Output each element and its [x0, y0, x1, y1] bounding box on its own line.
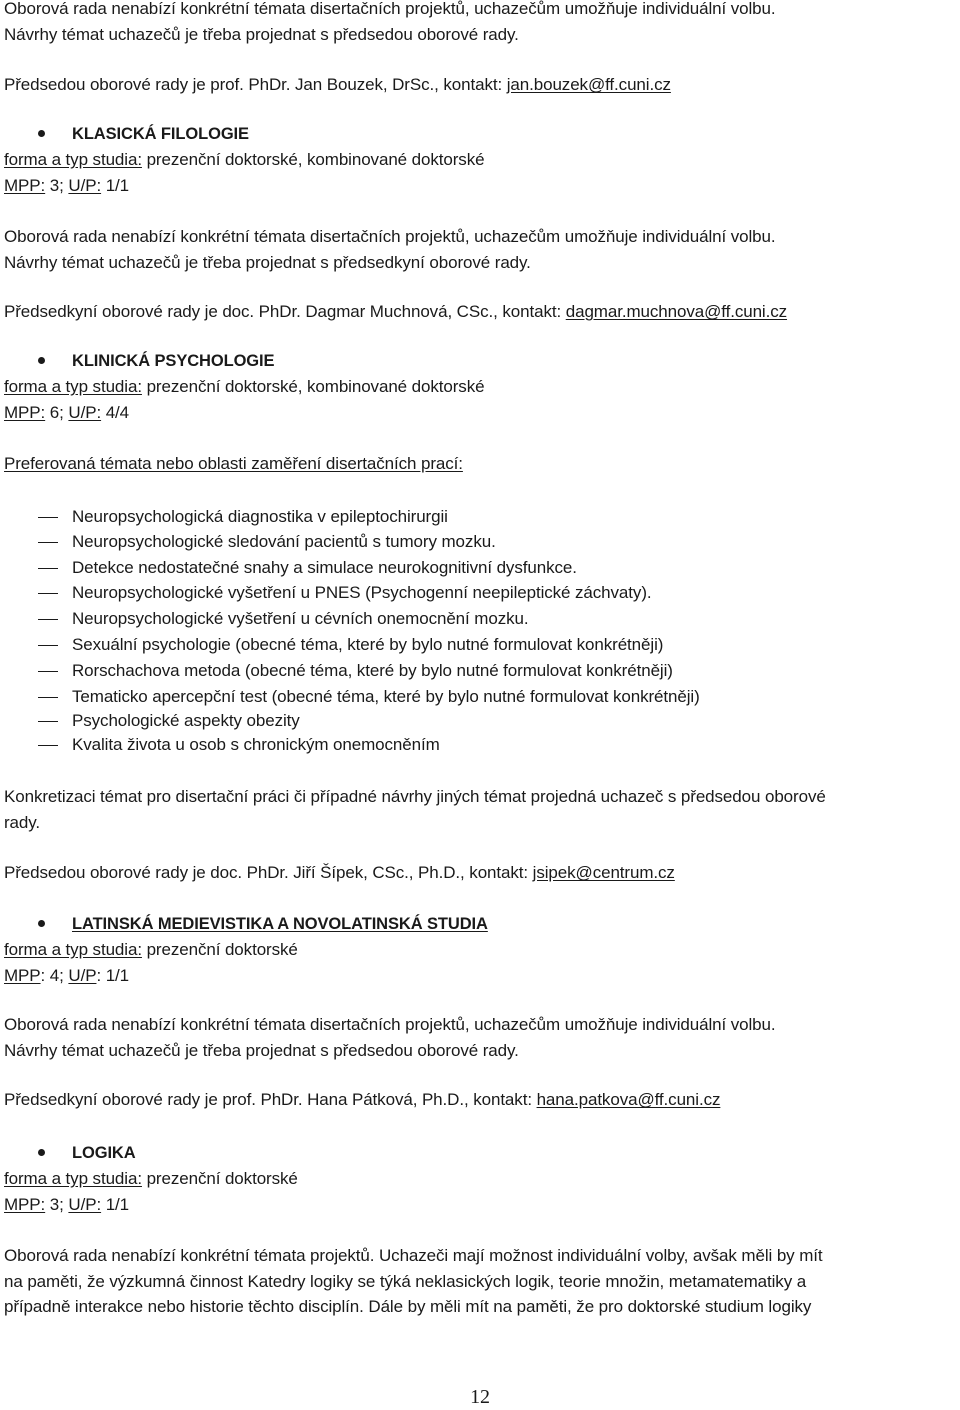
logika-mpp: [4, 1192, 129, 1218]
klasicka-form: [4, 147, 484, 173]
latinska-mpp: [4, 963, 129, 989]
mpp-label: MPP:: [4, 1195, 46, 1214]
form-label: forma a typ studia:: [4, 1169, 142, 1188]
klinicka-title: KLINICKÁ PSYCHOLOGIE: [72, 352, 275, 370]
klinicka-mpp: [4, 400, 129, 426]
logika-form: [4, 1166, 298, 1192]
topic-text: Detekce nedostatečné snahy a simulace neurokognitivní dysfunkce.: [72, 558, 577, 577]
mpp-label: MPP:: [4, 176, 46, 195]
mpp-label: MPP: [4, 966, 41, 985]
klinicka-topics-heading: Preferovaná témata nebo oblasti zaměření disertačních prací:: [4, 454, 463, 473]
latinska-form: [4, 937, 298, 963]
dash-icon: [38, 697, 58, 698]
dash-icon: [38, 593, 58, 594]
up-value: 1/1: [101, 176, 130, 195]
klinicka-form: [4, 374, 484, 400]
mpp-value: 3;: [45, 1195, 69, 1214]
bullet-icon: [38, 1149, 45, 1156]
intro-chair: [4, 72, 671, 98]
form-value: prezenční doktorské, kombinované doktorské: [141, 377, 485, 396]
intro-chair-text: Předsedou oborové rady je prof. PhDr. Jan Bouzek, DrSc., kontakt:: [4, 75, 507, 94]
form-label: forma a typ studia:: [4, 940, 142, 959]
dash-icon: [38, 517, 58, 518]
up-value: 4/4: [101, 403, 130, 422]
topic-text: Kvalita života u osob s chronickým onemocněním: [72, 735, 440, 754]
mpp-value: 6;: [45, 403, 69, 422]
topic-text: Rorschachova metoda (obecné téma, které by bylo nutné formulovat konkrétněji): [72, 661, 673, 680]
topic-text: Tematicko apercepční test (obecné téma, které by bylo nutné formulovat konkrétněji): [72, 687, 700, 706]
up-label: U/P:: [68, 176, 102, 195]
topic-text: Psychologické aspekty obezity: [72, 711, 300, 730]
up-label: U/P:: [68, 1195, 102, 1214]
up-label: U/P:: [68, 403, 102, 422]
intro-line-2: Návrhy témat uchazečů je třeba projednat s předsedou oborové rady.: [4, 25, 519, 44]
mpp-label: MPP:: [4, 403, 46, 422]
intro-chair-email-link[interactable]: jan.bouzek@ff.cuni.cz: [506, 75, 671, 94]
topic-text: Neuropsychologické vyšetření u cévních onemocnění mozku.: [72, 609, 529, 628]
logika-title: LOGIKA: [72, 1144, 136, 1162]
dash-icon: [38, 671, 58, 672]
form-value: prezenční doktorské: [141, 1169, 298, 1188]
latinska-note-1: Oborová rada nenabízí konkrétní témata disertačních projektů, uchazečům umožňuje individuální volbu.: [4, 1015, 776, 1034]
latinska-chair: [4, 1087, 720, 1113]
form-label: forma a typ studia:: [4, 150, 142, 169]
klinicka-note-line-1: Konkretizaci témat pro disertační práci či případné návrhy jiných témat projedná uchazeč s předsedou oborové: [4, 787, 826, 806]
klasicka-chair-email-link[interactable]: dagmar.muchnova@ff.cuni.cz: [565, 302, 788, 321]
dash-icon: [38, 721, 58, 722]
up-value: 1/1: [101, 1195, 130, 1214]
klasicka-title: KLASICKÁ FILOLOGIE: [72, 125, 249, 143]
topic-text: Neuropsychologická diagnostika v epileptochirurgii: [72, 507, 448, 526]
bullet-icon: [38, 130, 45, 137]
mpp-value: : 4;: [40, 966, 69, 985]
klinicka-chair-email-link[interactable]: jsipek@centrum.cz: [532, 863, 675, 882]
dash-icon: [38, 542, 58, 543]
klinicka-note-line-2: rady.: [4, 813, 41, 832]
klasicka-note-1: Oborová rada nenabízí konkrétní témata disertačních projektů, uchazečům umožňuje individuální volbu.: [4, 227, 776, 246]
logika-line-2: na paměti, že výzkumná činnost Katedry logiky se týká neklasických logik, teorie množin, metamatematiky a: [4, 1272, 807, 1291]
topic-text: Neuropsychologické vyšetření u PNES (Psychogenní neepileptické záchvaty).: [72, 583, 652, 602]
up-label: U/P: [68, 966, 97, 985]
form-value: prezenční doktorské: [141, 940, 298, 959]
page-number: 12: [470, 1386, 490, 1408]
latinska-note-2: Návrhy témat uchazečů je třeba projednat s předsedou oborové rady.: [4, 1041, 519, 1060]
bullet-icon: [38, 920, 45, 927]
klasicka-note-2: Návrhy témat uchazečů je třeba projednat s předsedkyní oborové rady.: [4, 253, 531, 272]
up-value: : 1/1: [96, 966, 130, 985]
intro-line-1: Oborová rada nenabízí konkrétní témata disertačních projektů, uchazečům umožňuje individuální volbu.: [4, 0, 776, 18]
klinicka-chair: [4, 860, 675, 886]
form-label: forma a typ studia:: [4, 377, 142, 396]
dash-icon: [38, 568, 58, 569]
logika-line-3: případně interakce nebo historie těchto disciplín. Dále by měli mít na paměti, že pro doktorské studium logiky: [4, 1297, 812, 1316]
logika-line-1: Oborová rada nenabízí konkrétní témata projektů. Uchazeči mají možnost individuální volby, avšak měli by mít: [4, 1246, 823, 1265]
klinicka-chair-text: Předsedou oborové rady je doc. PhDr. Jiří Šípek, CSc., Ph.D., kontakt:: [4, 863, 533, 882]
klasicka-chair: [4, 299, 787, 325]
latinska-chair-text: Předsedkyní oborové rady je prof. PhDr. Hana Pátková, Ph.D., kontakt:: [4, 1090, 537, 1109]
latinska-chair-email-link[interactable]: hana.patkova@ff.cuni.cz: [536, 1090, 721, 1109]
form-value: prezenční doktorské, kombinované doktorské: [141, 150, 485, 169]
topic-text: Sexuální psychologie (obecné téma, které by bylo nutné formulovat konkrétněji): [72, 635, 664, 654]
klasicka-chair-text: Předsedkyní oborové rady je doc. PhDr. Dagmar Muchnová, CSc., kontakt:: [4, 302, 566, 321]
dash-icon: [38, 619, 58, 620]
latinska-title: LATINSKÁ MEDIEVISTIKA A NOVOLATINSKÁ STUDIA: [72, 915, 488, 933]
mpp-value: 3;: [45, 176, 69, 195]
dash-icon: [38, 745, 58, 746]
topic-text: Neuropsychologické sledování pacientů s tumory mozku.: [72, 532, 496, 551]
dash-icon: [38, 645, 58, 646]
bullet-icon: [38, 357, 45, 364]
klasicka-mpp: [4, 173, 129, 199]
